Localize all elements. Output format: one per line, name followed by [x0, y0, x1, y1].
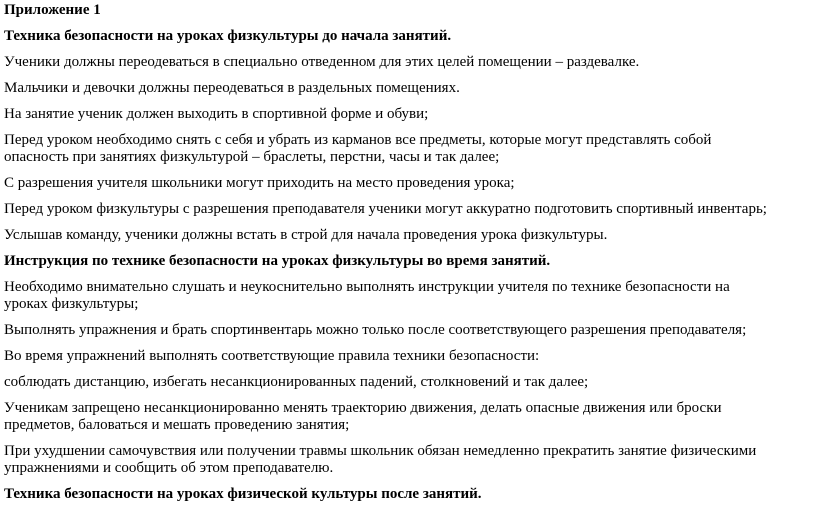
rule-remove-items-line2: опасность при занятиях физкультурой – браслеты, перстни, часы и так далее;	[4, 149, 500, 165]
section-heading-during-class: Инструкция по технике безопасности на уроках физкультуры во время занятий.	[4, 253, 551, 269]
rule-remove-items-line1: Перед уроком необходимо снять с себя и убрать из карманов все предметы, которые могут представлять собой	[4, 132, 712, 148]
rule-follow-instructions-line1: Необходимо внимательно слушать и неукоснительно выполнять инструкции учителя по технике безопасности на	[4, 279, 730, 295]
appendix-title: Приложение 1	[4, 2, 101, 18]
rule-follow-instructions-line2: уроках физкультуры;	[4, 296, 139, 312]
rule-injury-stop-line1: При ухудшении самочувствия или получении травмы школьник обязан немедленно прекратить занятие физическими	[4, 443, 757, 459]
rule-injury-stop-line2: упражнениями и сообщить об этом преподавателю.	[4, 460, 334, 476]
rule-line-up: Услышав команду, ученики должны встать в строй для начала проведения урока физкультуры.	[4, 227, 608, 243]
rule-no-dangerous-moves-line1: Ученикам запрещено несанкционированно менять траекторию движения, делать опасные движения или броски	[4, 400, 722, 416]
section-heading-before-class: Техника безопасности на уроках физкультуры до начала занятий.	[4, 28, 452, 44]
section-heading-after-class: Техника безопасности на уроках физической культуры после занятий.	[4, 486, 482, 502]
rule-teacher-permission: С разрешения учителя школьники могут приходить на место проведения урока;	[4, 175, 515, 191]
rule-safety-rules: Во время упражнений выполнять соответствующие правила техники безопасности:	[4, 348, 540, 364]
rule-separate-rooms: Мальчики и девочки должны переодеваться в раздельных помещениях.	[4, 80, 460, 96]
rule-changing-room: Ученики должны переодеваться в специально отведенном для этих целей помещении – раздевалке.	[4, 54, 640, 70]
rule-prepare-equipment: Перед уроком физкультуры с разрешения преподавателя ученики могут аккуратно подготовить спортивный инвентарь;	[4, 201, 767, 217]
rule-no-dangerous-moves-line2: предметов, баловаться и мешать проведению занятия;	[4, 417, 350, 433]
rule-sport-uniform: На занятие ученик должен выходить в спортивной форме и обуви;	[4, 106, 429, 122]
rule-keep-distance: соблюдать дистанцию, избегать несанкционированных падений, столкновений и так далее;	[4, 374, 589, 390]
rule-exercise-permission: Выполнять упражнения и брать спортинвентарь можно только после соответствующего разрешения преподавателя;	[4, 322, 747, 338]
